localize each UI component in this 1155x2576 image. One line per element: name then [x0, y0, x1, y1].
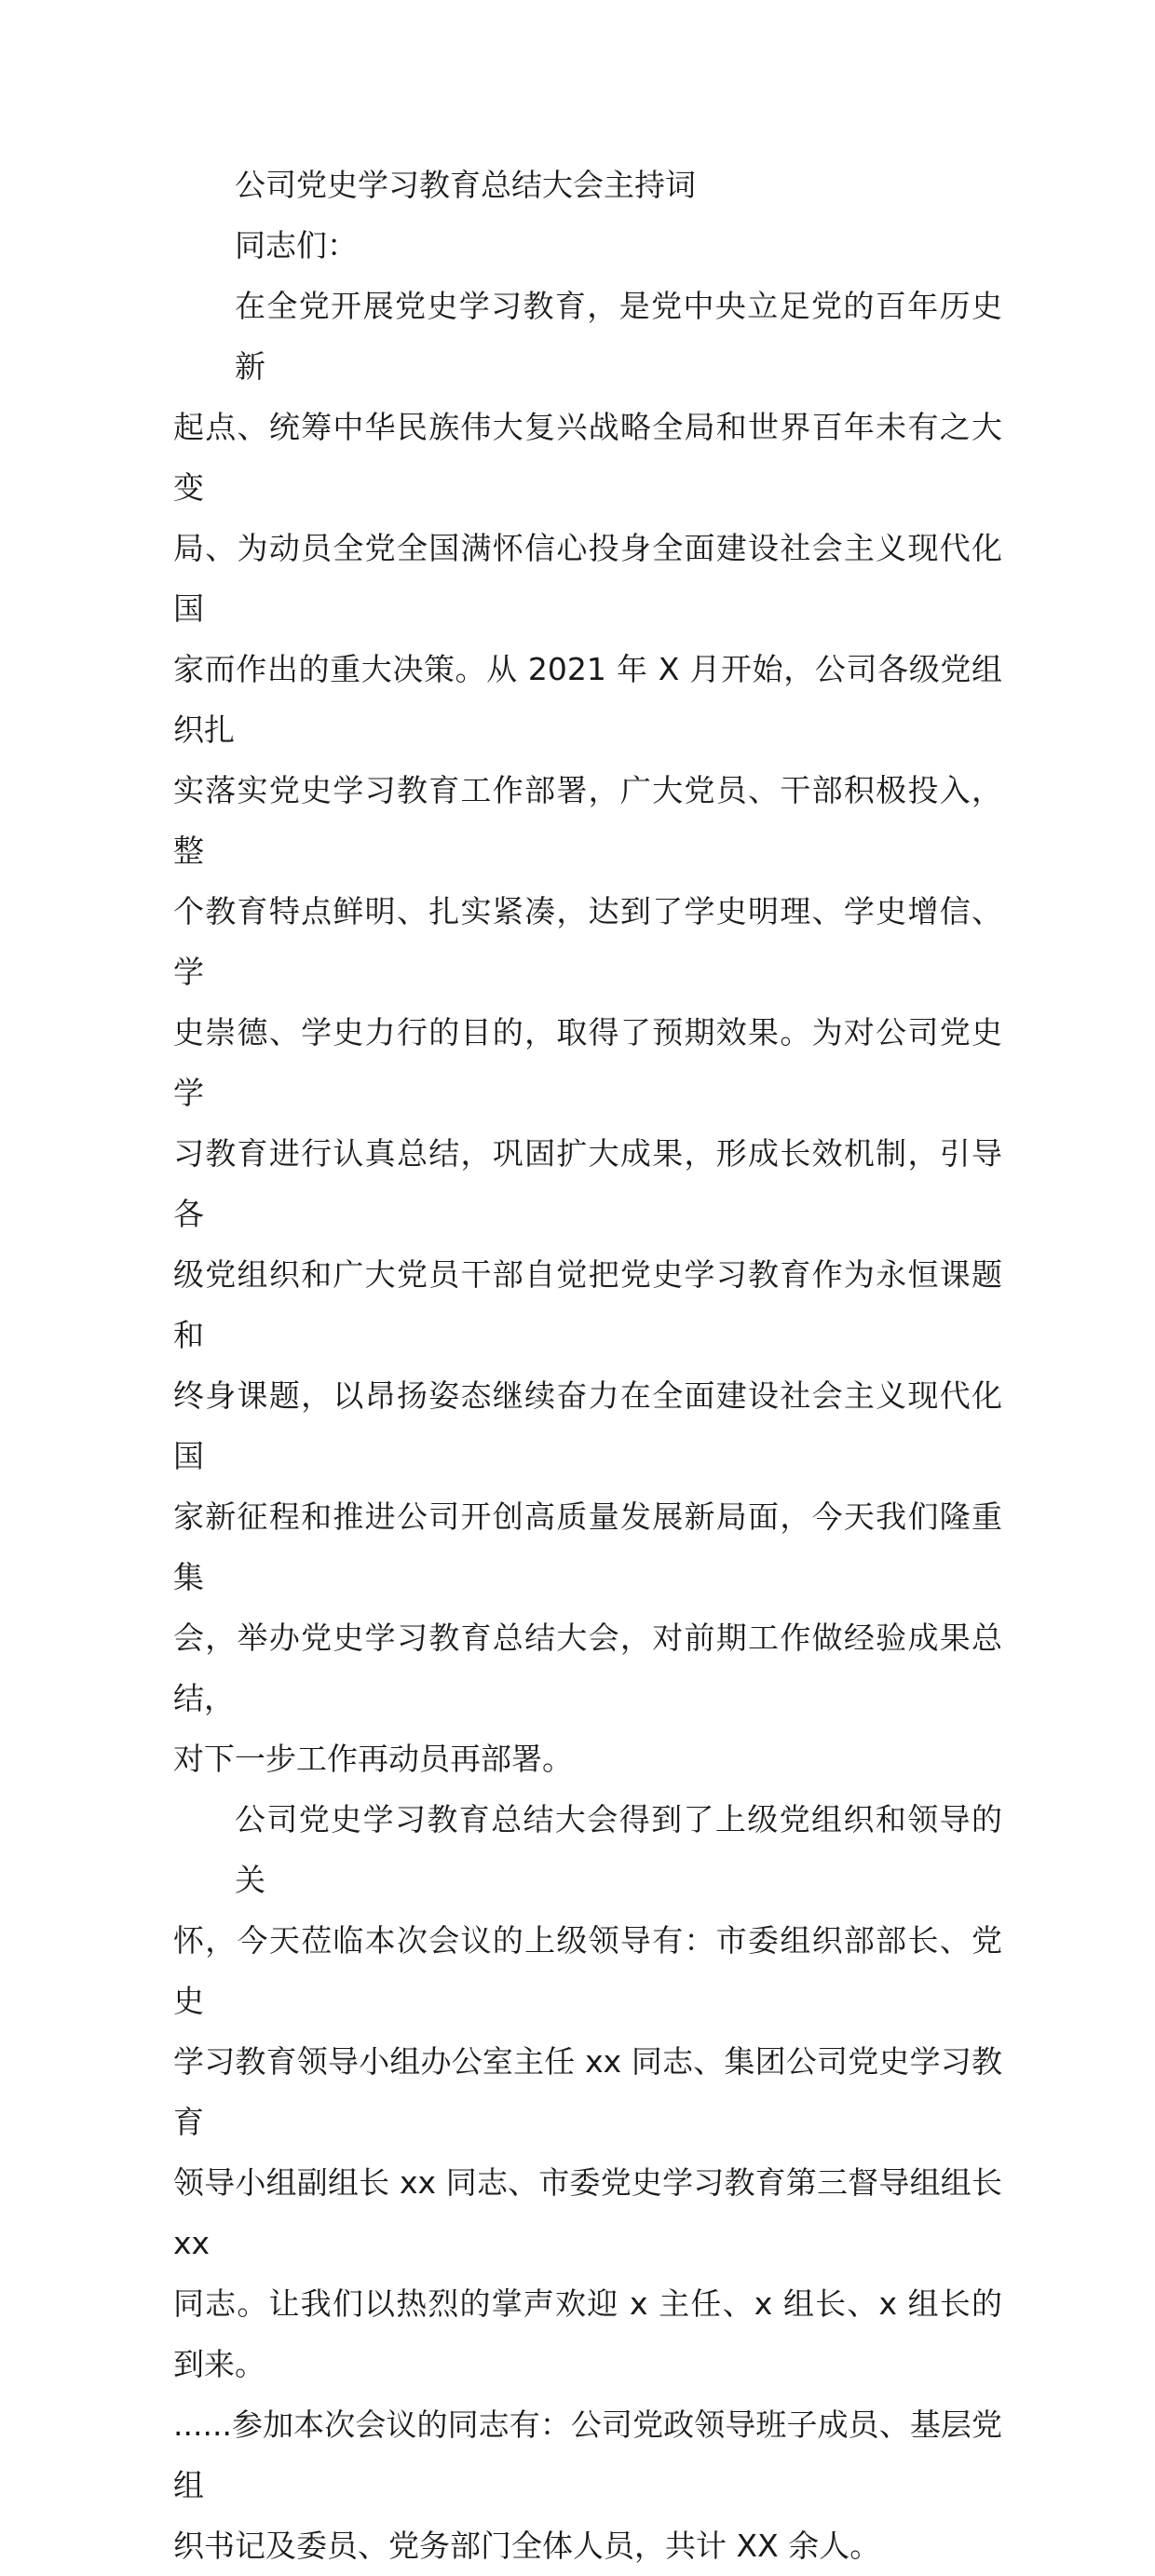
paragraph-line: 会，举办党史学习教育总结大会，对前期工作做经验成果总结， — [173, 1620, 1002, 1716]
paragraph-attendees — [173, 1789, 1002, 2576]
document-title: 公司党史学习教育总结大会主持词 — [235, 167, 696, 203]
paragraph-line: 公司党史学习教育总结大会得到了上级党组织和领导的关 — [235, 1801, 1002, 1898]
paragraph-line: 对下一步工作再动员再部署。 — [173, 1741, 573, 1777]
paragraph-line: 家新征程和推进公司开创高质量发展新局面，今天我们隆重集 — [173, 1498, 1002, 1595]
salutation: 同志们： — [235, 227, 358, 264]
paragraph-line: 怀，今天莅临本次会议的上级领导有：市委组织部部长、党史 — [173, 1922, 1002, 2019]
paragraph-line: 习教育进行认真总结，巩固扩大成果，形成长效机制，引导各 — [173, 1135, 1002, 1232]
paragraph-line: ......参加本次会议的同志有：公司党政领导班子成员、基层党组 — [173, 2407, 1002, 2503]
paragraph-line: 终身课题，以昂扬姿态继续奋力在全面建设社会主义现代化国 — [173, 1377, 1002, 1474]
document-body — [173, 155, 1002, 2576]
paragraph-line: 家而作出的重大决策。从 2021 年 X 月开始，公司各级党组织扎 — [173, 651, 1002, 748]
paragraph-line: 起点、统筹中华民族伟大复兴战略全局和世界百年未有之大变 — [173, 409, 1002, 506]
paragraph-opening — [173, 276, 1002, 1789]
paragraph-line: 史崇德、学史力行的目的，取得了预期效果。为对公司党史学 — [173, 1014, 1002, 1111]
paragraph-line: 实落实党史学习教育工作部署，广大党员、干部积极投入，整 — [173, 772, 1002, 869]
paragraph-line: 局、为动员全党全国满怀信心投身全面建设社会主义现代化国 — [173, 530, 1002, 627]
paragraph-line: 个教育特点鲜明、扎实紧凑，达到了学史明理、学史增信、学 — [173, 893, 1002, 990]
paragraph-line: 领导小组副组长 xx 同志、市委党史学习教育第三督导组组长 xx — [173, 2164, 1002, 2261]
paragraph-line: 学习教育领导小组办公室主任 xx 同志、集团公司党史学习教育 — [173, 2043, 1002, 2140]
paragraph-line: 在全党开展党史学习教育，是党中央立足党的百年历史新 — [235, 288, 1002, 385]
paragraph-line: 级党组织和广大党员干部自觉把党史学习教育作为永恒课题和 — [173, 1256, 1002, 1353]
paragraph-line: 同志。让我们以热烈的掌声欢迎 x 主任、x 组长、x 组长的到来。 — [173, 2285, 1002, 2382]
paragraph-line: 织书记及委员、党务部门全体人员，共计 XX 余人。 — [173, 2528, 881, 2564]
